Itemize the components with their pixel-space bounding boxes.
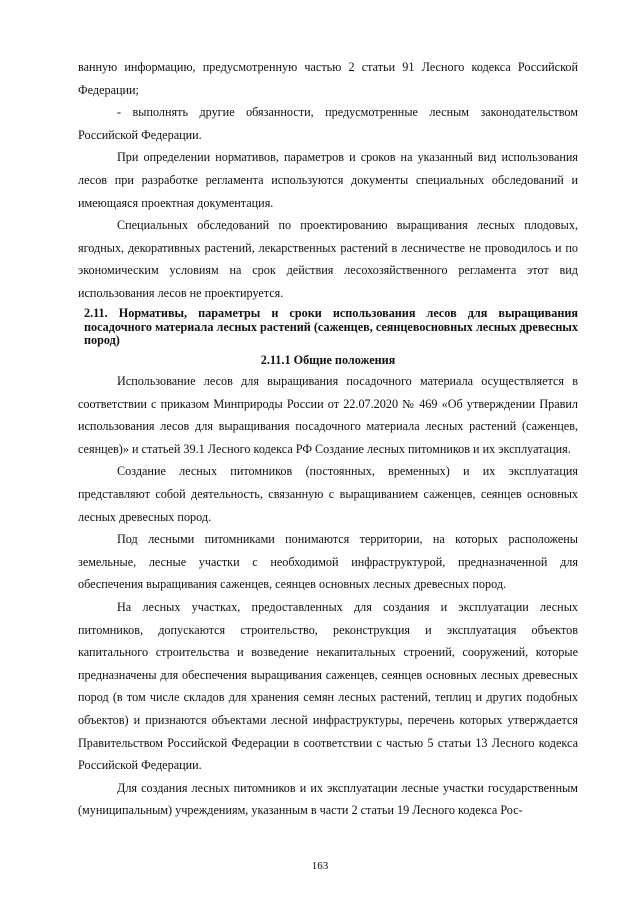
section-header-block xyxy=(78,307,578,369)
paragraph-creation: Создание лесных питомников (постоянных, временных) и их эксплуатация представляют собой деятельность, связанную с выращиванием саженцев, сеянцев основных лесных древесных пород. xyxy=(78,464,578,524)
paragraph-definition: Под лесными питомниками понимаются территории, на которых расположены земельные, лесные участки с необходимой инфраструктурой, предназначенной для обеспечения выращивания саженцев, сеянцев основных лесных древесных пород. xyxy=(78,532,578,592)
paragraph-continued: ванную информацию, предусмотренную частью 2 статьи 91 Лесного кодекса Российской Федерации; xyxy=(78,60,578,97)
paragraph-usage: Использование лесов для выращивания посадочного материала осуществляется в соответствии с приказом Минприроды России от 22.07.2020 № 469 «Об утверждении Правил использования лесов для выращивания посадочного материала лесных растений (саженцев, сеянцев)» и статьей 39.1 Лесного кодекса РФ Создание лесных питомников и их эксплуатация. xyxy=(78,374,578,456)
text-block-top xyxy=(78,56,578,305)
paragraph-state-institutions: Для создания лесных питомников и их эксплуатации лесные участки государственным (муниципальным) учреждениям, указанным в части 2 статьи 19 Лесного кодекса Рос- xyxy=(78,780,578,818)
paragraph-special-surveys: Специальных обследований по проектированию выращивания лесных плодовых, ягодных, декоративных растений, лекарственных растений в лесничестве не проводилось и по экономическим условиям на срок действия лесохозяйственного регламента этот вид использования лесов не проектируется. xyxy=(78,218,578,300)
section-heading: 2.11. Нормативы, параметры и сроки использования лесов для выращивания посадочного материала лесных растений (саженцев, сеянцевосновных лесных древесных пород) xyxy=(84,306,578,348)
paragraph-construction: На лесных участках, предоставленных для создания и эксплуатации лесных питомников, допускаются строительство, реконструкция и эксплуатация объектов капитального строительства и возведение некапитальных строений, сооружений, которые предназначены для обеспечения выращивания саженцев, сеянцев основных лесных древесных пород (в том числе складов для хранения семян лесных растений, теплиц и других подобных объектов) и признаются объектами лесной инфраструктуры, перечень которых утверждается Правительством Российской Федерации в соответствии с частью 5 статьи 13 Лесного кодекса Российской Федерации. xyxy=(78,599,578,773)
subsection-heading: 2.11.1 Общие положения xyxy=(260,352,396,367)
paragraph-other-duties: - выполнять другие обязанности, предусмотренные лесным законодательством Российской Федерации. xyxy=(78,105,578,142)
page-number: 163 xyxy=(311,860,329,872)
text-block-body xyxy=(78,370,578,822)
paragraph-normatives: При определении нормативов, параметров и сроков на указанный вид использования лесов при разработке регламента используются документы специальных обследований и имеющаяся проектная документация. xyxy=(78,150,578,210)
